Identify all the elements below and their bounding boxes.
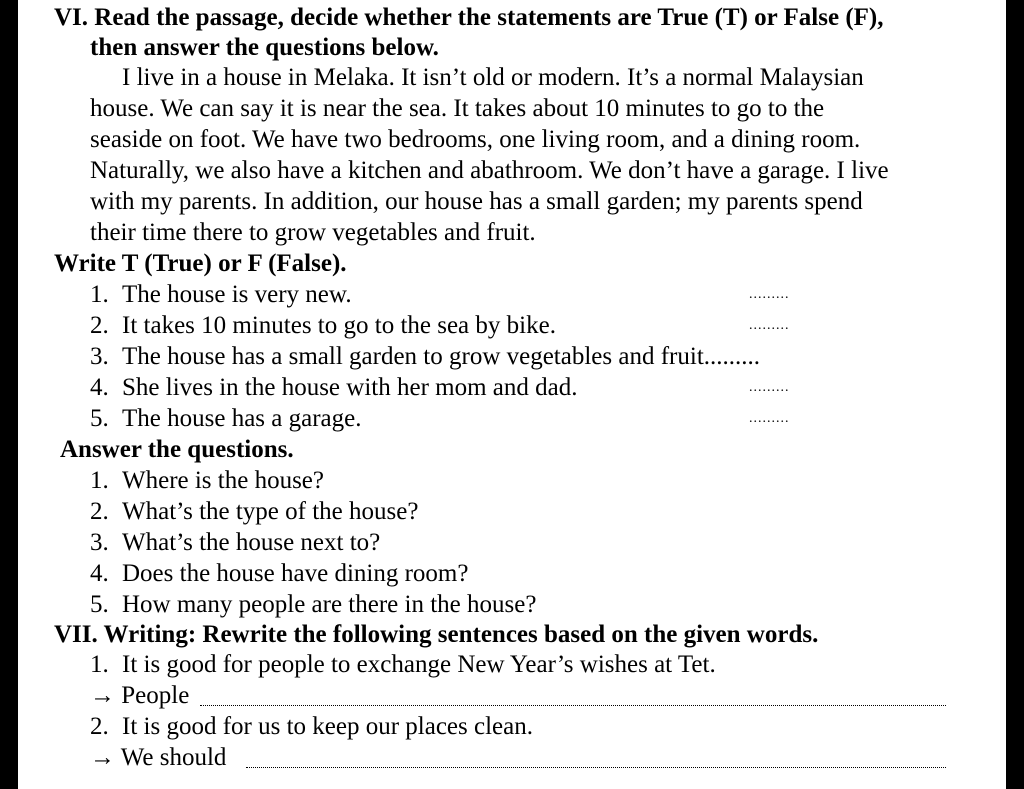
tf-answer-blank[interactable]: ......... (749, 411, 790, 426)
rewrite-answer-line (54, 743, 984, 773)
question-number: 4. (90, 560, 109, 587)
question-number: 3. (90, 529, 109, 556)
question-item (54, 497, 984, 527)
tf-item-text: She lives in the house with her mom and dad. (122, 374, 578, 401)
question-item (54, 559, 984, 589)
question-number: 5. (90, 591, 109, 618)
question-text: What’s the type of the house? (122, 498, 419, 525)
rewrite-prompt: → People (90, 682, 190, 709)
passage-line-6: their time there to grow vegetables and fruit. (90, 219, 536, 246)
tf-item-number: 3. (90, 343, 109, 370)
rewrite-answer-blank[interactable] (246, 747, 946, 768)
tf-item (54, 373, 984, 403)
rewrite-answer-blank[interactable] (200, 685, 946, 706)
tf-answer-blank[interactable]: ......... (749, 318, 790, 333)
tf-item-number: 1. (90, 281, 109, 308)
question-text: Does the house have dining room? (122, 560, 469, 587)
rewrite-number: 1. (90, 651, 109, 678)
tf-item-text: The house is very new. (122, 281, 352, 308)
rewrite-item (54, 712, 984, 742)
tf-item (54, 311, 984, 341)
rewrite-sentence: It is good for people to exchange New Year’s wishes at Tet. (122, 651, 716, 678)
questions-heading: Answer the questions. (60, 436, 294, 463)
section-6-title-line-2: then answer the questions below. (90, 34, 439, 61)
rewrite-answer-line (54, 681, 984, 711)
rewrite-number: 2. (90, 713, 109, 740)
tf-item-number: 5. (90, 405, 109, 432)
tf-heading: Write T (True) or F (False). (54, 250, 347, 277)
question-item (54, 466, 984, 496)
tf-item-text: It takes 10 minutes to go to the sea by bike. (122, 312, 556, 339)
worksheet-page (18, 0, 1006, 789)
rewrite-prompt: → We should (90, 744, 227, 771)
rewrite-sentence: It is good for us to keep our places clean. (122, 713, 533, 740)
section-6-title-line-1: VI. Read the passage, decide whether the statements are True (T) or False (F), (54, 4, 884, 31)
passage-line-1: I live in a house in Melaka. It isn’t old or modern. It’s a normal Malaysian (122, 64, 864, 91)
tf-answer-blank[interactable]: ......... (749, 380, 790, 395)
tf-item-text: The house has a small garden to grow vegetables and fruit......... (122, 343, 761, 370)
question-text: What’s the house next to? (122, 529, 381, 556)
tf-item-number: 2. (90, 312, 109, 339)
tf-item-text: The house has a garage. (122, 405, 362, 432)
tf-answer-blank[interactable]: ......... (749, 287, 790, 302)
tf-item (54, 404, 984, 434)
question-item (54, 528, 984, 558)
tf-item (54, 342, 984, 372)
passage-line-3: seaside on foot. We have two bedrooms, one living room, and a dining room. (90, 126, 861, 153)
passage-line-5: with my parents. In addition, our house has a small garden; my parents spend (90, 188, 863, 215)
question-item (54, 590, 984, 620)
tf-item (54, 280, 984, 310)
tf-item-number: 4. (90, 374, 109, 401)
question-number: 2. (90, 498, 109, 525)
passage-line-4: Naturally, we also have a kitchen and abathroom. We don’t have a garage. I live (90, 157, 889, 184)
question-text: Where is the house? (122, 467, 325, 494)
question-number: 1. (90, 467, 109, 494)
rewrite-item (54, 650, 984, 680)
passage-line-2: house. We can say it is near the sea. It takes about 10 minutes to go to the (90, 95, 825, 122)
section-7-title: VII. Writing: Rewrite the following sentences based on the given words. (54, 621, 819, 648)
question-text: How many people are there in the house? (122, 591, 537, 618)
